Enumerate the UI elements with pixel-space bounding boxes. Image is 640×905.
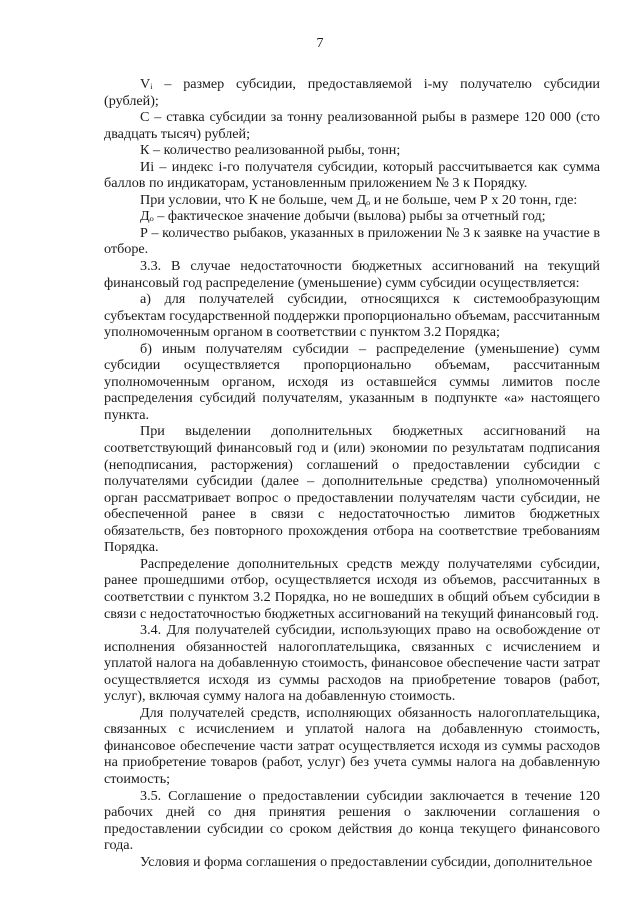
paragraph-section-3-3: 3.3. В случае недостаточности бюджетных ассигнований на текущий финансовый год распределение (уменьшение) сумм субсидии осуществляется:	[104, 258, 600, 291]
page-number: 7	[316, 36, 324, 51]
paragraph-fishermen-count: Р – количество рыбаков, указанных в приложении № 3 к заявке на участие в отборе.	[104, 224, 600, 258]
paragraph-subitem-b: б) иным получателям субсидии – распределение (уменьшение) сумм субсидии осуществляется пропорционально объемам, рассчитанным уполномоченным органом, исходя из оставшейся суммы лимитов после распределения субсидий получателям, указанным в подпункте «а» настоящего пункта.	[104, 340, 600, 423]
paragraph-agreement-terms: Условия и форма соглашения о предоставлении субсидии, дополнительное	[140, 853, 593, 870]
document-body	[104, 76, 600, 870]
paragraph-vat-payers: Для получателей средств, исполняющих обязанность налогоплательщика, связанных с исчислением и уплатой налога на добавленную стоимость, финансовое обеспечение части затрат осуществляется исходя из суммы расходов на приобретение товаров (работ, услуг) без учета суммы налога на добавленную стоимость;	[104, 704, 600, 787]
paragraph-subsidy-rate: С – ставка субсидии за тонну реализованной рыбы в размере 120 000 (сто двадцать тысяч) рублей;	[104, 109, 600, 142]
paragraph-subsidy-size: Vᵢ – размер субсидии, предоставляемой i-му получателю субсидии (рублей);	[104, 76, 600, 109]
paragraph-recipient-index: Иi – индекс i-го получателя субсидии, который рассчитывается как сумма баллов по индикаторам, установленным приложением № 3 к Порядку.	[104, 158, 600, 192]
paragraph-section-3-4: 3.4. Для получателей субсидии, использующих право на освобождение от исполнения обязанностей налогоплательщика, связанных с исчислением и уплатой налога на добавленную стоимость, финансовое обеспечение части затрат осуществляется исходя из суммы расходов на приобретение товаров (работ, услуг), включая сумму налога на добавленную стоимость.	[104, 622, 600, 705]
paragraph-subitem-a: а) для получателей субсидии, относящихся к системообразующим субъектам государственной поддержки пропорционально объемам, рассчитанным уполномоченным органом в соответствии с пунктом 3.2 Порядка;	[104, 291, 600, 341]
paragraph-additional-distribution: Распределение дополнительных средств между получателями субсидии, ранее прошедшими отбор, осуществляется исходя из объемов, рассчитанных в соответствии с пунктом 3.2 Порядка, но не вошедших в общий объем субсидии в связи с недостаточностью бюджетных ассигнований на текущий финансовый год.	[104, 555, 600, 622]
paragraph-additional-allocations: При выделении дополнительных бюджетных ассигнований на соответствующий финансовый год и (или) экономии по результатам подписания (неподписания, расторжения) соглашений о предоставлении субсидии с получателями субсидии (далее – дополнительные средства) уполномоченный орган рассматривает вопрос о предоставлении получателям части субсидии, не обеспеченной ранее в связи с недостаточностью лимитов бюджетных обязательств, без повторного прохождения отбора на соответствие требованиям Порядка.	[104, 423, 600, 556]
paragraph-section-3-5: 3.5. Соглашение о предоставлении субсидии заключается в течение 120 рабочих дней со дня принятия решения о заключении соглашения о предоставлении субсидии со сроком действия до конца текущего финансового года.	[104, 787, 600, 854]
paragraph-actual-catch: Дₒ – фактическое значение добычи (вылова) рыбы за отчетный год;	[140, 208, 546, 225]
paragraph-condition: При условии, что К не больше, чем Дₒ и не больше, чем Р х 20 тонн, где:	[140, 191, 578, 208]
paragraph-fish-quantity: К – количество реализованной рыбы, тонн;	[140, 142, 401, 159]
